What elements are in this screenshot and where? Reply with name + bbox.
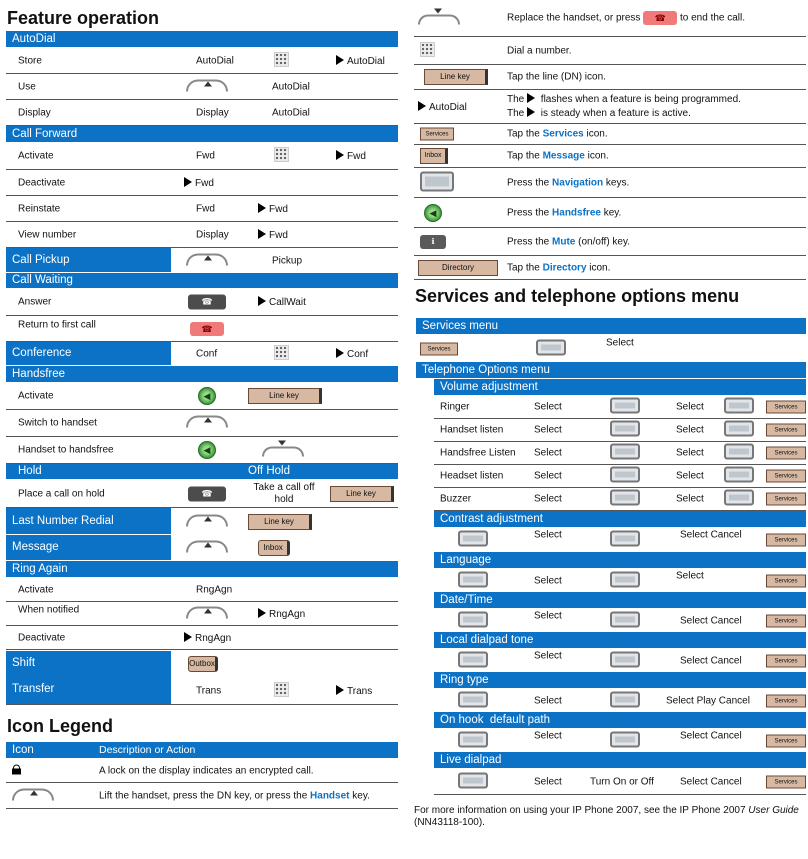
line-key: Line key	[248, 388, 322, 404]
hold-key-icon: ☎	[188, 486, 226, 501]
dialpad-icon	[274, 345, 289, 363]
services-key: Services	[766, 493, 806, 506]
table-row: Select Turn On or Off Select Cancel Services	[434, 769, 806, 795]
dialpad-tone-header: Local dialpad tone	[434, 632, 806, 649]
lock-icon	[12, 764, 21, 777]
services-key: Services	[766, 775, 806, 788]
line-key: Line key	[330, 486, 394, 502]
services-key: Services	[420, 342, 458, 355]
section-transfer: Transfer	[6, 678, 171, 704]
handset-icon	[186, 606, 228, 621]
services-key: Services	[766, 734, 806, 747]
indicator-icon	[527, 93, 535, 103]
indicator-icon	[336, 685, 344, 695]
navigation-icon	[610, 444, 640, 463]
line-key: Line key	[424, 69, 488, 85]
table-row: Use AutoDial	[6, 74, 398, 100]
handset-icon	[186, 253, 228, 268]
table-row: Handsfree Listen Select Select Services	[434, 442, 806, 465]
services-title: Services and telephone options menu	[415, 286, 740, 306]
indicator-icon	[336, 150, 344, 160]
footer-note: For more information on using your IP Phone 2007, see the IP Phone 2007 User Guide (NN43118-100).	[414, 805, 799, 828]
dialpad-icon	[274, 52, 289, 70]
handset-icon	[12, 788, 54, 803]
table-row: ℹ Press the Mute (on/off) key.	[414, 228, 806, 256]
navigation-icon	[610, 421, 640, 440]
handset-icon	[186, 79, 228, 94]
table-row: View number Display Fwd	[6, 222, 398, 248]
table-row: Activate Fwd Fwd	[6, 143, 398, 170]
end-call-icon: ☎	[643, 11, 677, 25]
indicator-icon	[258, 608, 266, 618]
handsfree-icon: ◀	[198, 387, 216, 405]
navigation-icon	[458, 571, 488, 590]
handset-icon	[186, 541, 228, 556]
table-row: Headset listen Select Select Services	[434, 465, 806, 488]
services-key: Services	[766, 424, 806, 437]
table-row: Answer ☎ CallWait	[6, 289, 398, 316]
off-hold-header: Off Hold	[248, 465, 290, 477]
navigation-icon	[610, 731, 640, 750]
table-row: Activate ◀ Line key	[6, 383, 398, 410]
section-last-number-redial: Last Number Redial	[6, 508, 171, 534]
services-key: Services	[766, 470, 806, 483]
table-row: Select Select Play Cancel Services	[434, 689, 806, 712]
indicator-icon	[258, 203, 266, 213]
navigation-icon	[458, 772, 488, 791]
indicator-icon	[184, 632, 192, 642]
indicator-icon	[336, 348, 344, 358]
indicator-icon	[184, 177, 192, 187]
table-row: Lift the handset, press the DN key, or press the Handset key.	[6, 783, 398, 809]
table-row: Transfer Trans Trans	[6, 678, 398, 705]
line-key: Line key	[248, 514, 312, 530]
services-key: Services	[766, 614, 806, 627]
navigation-icon	[724, 421, 754, 440]
hold-key-icon: ☎	[188, 295, 226, 310]
table-row: Dial a number.	[414, 37, 806, 65]
section-hold: Hold Off Hold	[6, 464, 398, 480]
services-key: Services	[766, 534, 806, 547]
live-dialpad-header: Live dialpad	[434, 752, 806, 769]
navigation-icon	[610, 611, 640, 630]
options-submenu	[434, 379, 806, 795]
services-tree	[416, 318, 806, 795]
end-call-icon: ☎	[190, 322, 224, 336]
hang-up-icon	[418, 9, 460, 28]
navigation-icon	[610, 571, 640, 590]
indicator-icon	[336, 55, 344, 65]
table-row: Deactivate RngAgn	[6, 626, 398, 650]
table-row: Activate RngAgn	[6, 578, 398, 602]
inbox-key: Inbox	[258, 540, 290, 556]
navigation-icon	[458, 651, 488, 670]
services-key: Services	[766, 574, 806, 587]
dialpad-icon	[420, 42, 435, 60]
hang-up-icon	[262, 441, 304, 460]
table-row	[6, 535, 398, 561]
ring-type-header: Ring type	[434, 672, 806, 689]
table-row: Select Select Cancel Services	[434, 649, 806, 672]
table-row: Press the Navigation keys.	[414, 168, 806, 198]
navigation-icon	[610, 691, 640, 710]
table-row: Inbox Tap the Message icon.	[414, 145, 806, 168]
volume-rows	[434, 396, 806, 511]
table-row: Services Select	[416, 335, 806, 362]
indicator-icon	[258, 296, 266, 306]
table-row: Select Select Cancel Services	[434, 528, 806, 552]
table-row: Buzzer Select Select Services	[434, 488, 806, 511]
table-row: Reinstate Fwd Fwd	[6, 196, 398, 222]
services-key: Services	[420, 128, 454, 141]
table-row: Ringer Select Select Services	[434, 396, 806, 419]
legend-continued	[414, 0, 806, 280]
navigation-icon	[536, 339, 566, 358]
navigation-icon	[610, 651, 640, 670]
section-call-forward: Call Forward	[6, 126, 398, 143]
legend-header: Icon Description or Action	[6, 742, 398, 759]
section-call-pickup: Call Pickup	[6, 248, 171, 272]
navigation-icon	[724, 467, 754, 486]
navigation-icon	[458, 691, 488, 710]
navigation-icon	[458, 531, 488, 550]
navigation-icon	[610, 398, 640, 417]
table-row: Select Select Services	[434, 569, 806, 592]
icon-legend-title: Icon Legend	[7, 716, 114, 736]
navigation-icon	[610, 531, 640, 550]
dialpad-icon	[274, 682, 289, 700]
section-conference: Conference	[6, 342, 171, 365]
handset-icon	[186, 416, 228, 431]
table-row: Switch to handset	[6, 410, 398, 437]
section-message: Message	[6, 535, 171, 560]
indicator-icon	[527, 107, 535, 117]
table-row: Line key Tap the line (DN) icon.	[414, 65, 806, 90]
contrast-header: Contrast adjustment	[434, 511, 806, 528]
table-row	[6, 650, 398, 678]
dialpad-icon	[274, 147, 289, 165]
table-row: Handset listen Select Select Services	[434, 419, 806, 442]
services-menu-header: Services menu	[416, 318, 806, 335]
table-row: Call Pickup Pickup	[6, 248, 398, 273]
navigation-icon	[724, 398, 754, 417]
table-row: Handset to handsfree ◀	[6, 437, 398, 464]
handsfree-icon: ◀	[424, 204, 442, 222]
volume-adjustment-header: Volume adjustment	[434, 379, 806, 396]
indicator-icon	[258, 229, 266, 239]
navigation-icon	[610, 467, 640, 486]
navigation-icon	[458, 611, 488, 630]
section-call-waiting: Call Waiting	[6, 273, 398, 289]
table-row: Replace the handset, or press ☎ to end the call.	[414, 0, 806, 37]
services-key: Services	[766, 447, 806, 460]
table-row: Services Tap the Services icon.	[414, 124, 806, 145]
table-row: Select Select Cancel Services	[434, 609, 806, 632]
outbox-key: Outbox	[188, 656, 218, 672]
table-row: Select Select Cancel Services	[434, 729, 806, 752]
telephone-options-header: Telephone Options menu	[416, 362, 806, 379]
services-key: Services	[766, 401, 806, 414]
navigation-icon	[724, 444, 754, 463]
mute-icon: ℹ	[420, 235, 446, 249]
table-row: Conference Conf Conf	[6, 342, 398, 366]
services-key: Services	[766, 654, 806, 667]
indicator-icon	[418, 101, 426, 111]
table-row: A lock on the display indicates an encrypted call.	[6, 759, 398, 783]
navigation-icon	[420, 171, 454, 194]
table-row: Store AutoDial AutoDial	[6, 48, 398, 74]
table-row: Place a call on hold ☎ Take a call off hold Line key	[6, 480, 398, 508]
directory-key: Directory	[418, 260, 498, 276]
table-row: Return to first call ☎	[6, 316, 398, 342]
table-row: When notified RngAgn	[6, 602, 398, 626]
handset-icon	[186, 514, 228, 529]
handsfree-icon: ◀	[198, 441, 216, 459]
navigation-icon	[724, 490, 754, 509]
table-row: Display Display AutoDial	[6, 100, 398, 126]
section-autodial: AutoDial	[6, 31, 398, 48]
table-row	[6, 508, 398, 535]
table-row: AutoDial The flashes when a feature is being programmed. The is steady when a feature is active.	[414, 90, 806, 124]
datetime-header: Date/Time	[434, 592, 806, 609]
services-key: Services	[766, 694, 806, 707]
inbox-key: Inbox	[420, 148, 448, 164]
section-ring-again: Ring Again	[6, 561, 398, 578]
feature-operation-column	[6, 0, 398, 809]
page-title: Feature operation	[7, 8, 160, 28]
navigation-icon	[610, 490, 640, 509]
navigation-icon	[458, 731, 488, 750]
table-row: Deactivate Fwd	[6, 170, 398, 196]
section-handsfree: Handsfree	[6, 366, 398, 383]
language-header: Language	[434, 552, 806, 569]
on-hook-header: On hook default path	[434, 712, 806, 729]
table-row: Directory Tap the Directory icon.	[414, 256, 806, 280]
section-shift: Shift	[6, 651, 171, 678]
table-row: ◀ Press the Handsfree key.	[414, 198, 806, 228]
